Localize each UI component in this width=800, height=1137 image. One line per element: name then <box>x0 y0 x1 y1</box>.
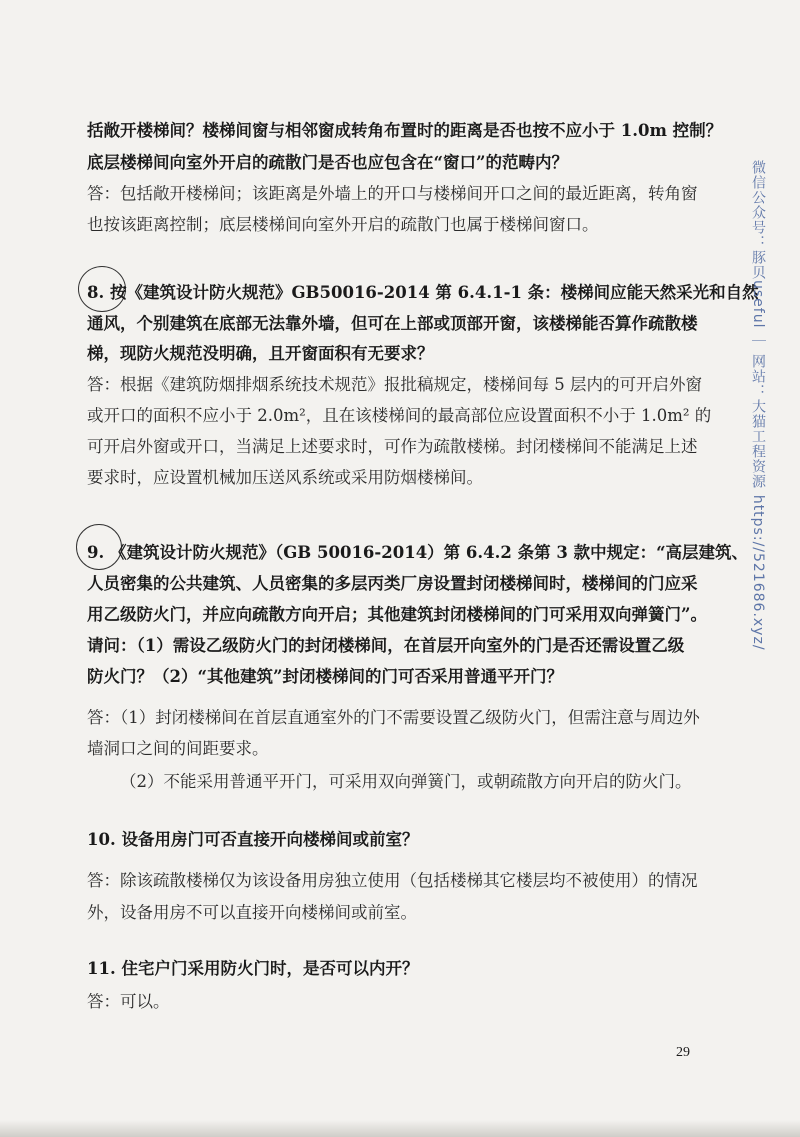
q9-text-line-5: 防火门？（2）“其他建筑”封闭楼梯间的门可否采用普通平开门？ <box>87 667 563 686</box>
q8-text-line-1: 8. 按《建筑设计防火规范》GB50016-2014 第 6.4.1-1 条：楼梯间应能天然采光和自然 <box>87 283 759 302</box>
q11-text-line-1: 11. 住宅户门采用防火门时，是否可以内开？ <box>87 959 419 978</box>
a10-text-line-2: 外，设备用房不可以直接开向楼梯间或前室。 <box>87 903 417 922</box>
a8-text-line-2: 或开口的面积不应小于 2.0m²，且在该楼梯间的最高部位应设置面积不小于 1.0m² 的 <box>87 406 712 425</box>
q9-text-line-2: 人员密集的公共建筑、人员密集的多层丙类厂房设置封闭楼梯间时，楼梯间的门应采 <box>87 574 698 593</box>
q8-text-line-3: 梯，现防火规范没明确，且开窗面积有无要求？ <box>87 344 434 363</box>
page-bottom-edge <box>0 1120 800 1137</box>
q7-text-line-1: 括敞开楼梯间？楼梯间窗与相邻窗成转角布置时的距离是否也按不应小于 1.0m 控制？ <box>87 121 723 140</box>
a7-text-line-1: 答：包括敞开楼梯间；该距离是外墙上的开口与楼梯间开口之间的最近距离，转角窗 <box>87 184 698 203</box>
q9-text-line-4: 请问：（1）需设乙级防火门的封闭楼梯间，在首层开向室外的门是否还需设置乙级 <box>87 636 685 655</box>
a8-text-line-1: 答：根据《建筑防烟排烟系统技术规范》报批稿规定，楼梯间每 5 层内的可开启外窗 <box>87 375 702 394</box>
a11-text-line-1: 答：可以。 <box>87 992 170 1011</box>
a8-text-line-4: 要求时，应设置机械加压送风系统或采用防烟楼梯间。 <box>87 468 483 487</box>
q9-text-line-3: 用乙级防火门，并应向疏散方向开启；其他建筑封闭楼梯间的门可采用双向弹簧门”。 <box>87 605 707 624</box>
a9-text-line-1: 答：（1）封闭楼梯间在首层直通室外的门不需要设置乙级防火门，但需注意与周边外 <box>87 708 700 727</box>
a7-text-line-2: 也按该距离控制；底层楼梯间向室外开启的疏散门也属于楼梯间窗口。 <box>87 215 599 234</box>
a9-text-line-3: （2）不能采用普通平开门，可采用双向弹簧门，或朝疏散方向开启的防火门。 <box>120 772 692 791</box>
a9-text-line-2: 墙洞口之间的间距要求。 <box>87 739 269 758</box>
watermark-text: 微信公众号：豚贝useful ｜ 网站：大猫工程资源 https://521686.xyz/ <box>750 160 766 651</box>
page-number: 29 <box>676 1045 690 1060</box>
q8-text-line-2: 通风，个别建筑在底部无法靠外墙，但可在上部或顶部开窗，该楼梯能否算作疏散楼 <box>87 314 698 333</box>
q10-text-line-1: 10. 设备用房门可否直接开向楼梯间或前室？ <box>87 830 419 849</box>
a10-text-line-1: 答：除该疏散楼梯仅为该设备用房独立使用（包括楼梯其它楼层均不被使用）的情况 <box>87 871 698 890</box>
q9-text-line-1: 9. 《建筑设计防火规范》（GB 50016-2014）第 6.4.2 条第 3 款中规定：“高层建筑、 <box>87 543 749 562</box>
q7-text-line-2: 底层楼梯间向室外开启的疏散门是否也应包含在“窗口”的范畴内？ <box>87 153 568 172</box>
a8-text-line-3: 可开启外窗或开口，当满足上述要求时，可作为疏散楼梯。封闭楼梯间不能满足上述 <box>87 437 698 456</box>
